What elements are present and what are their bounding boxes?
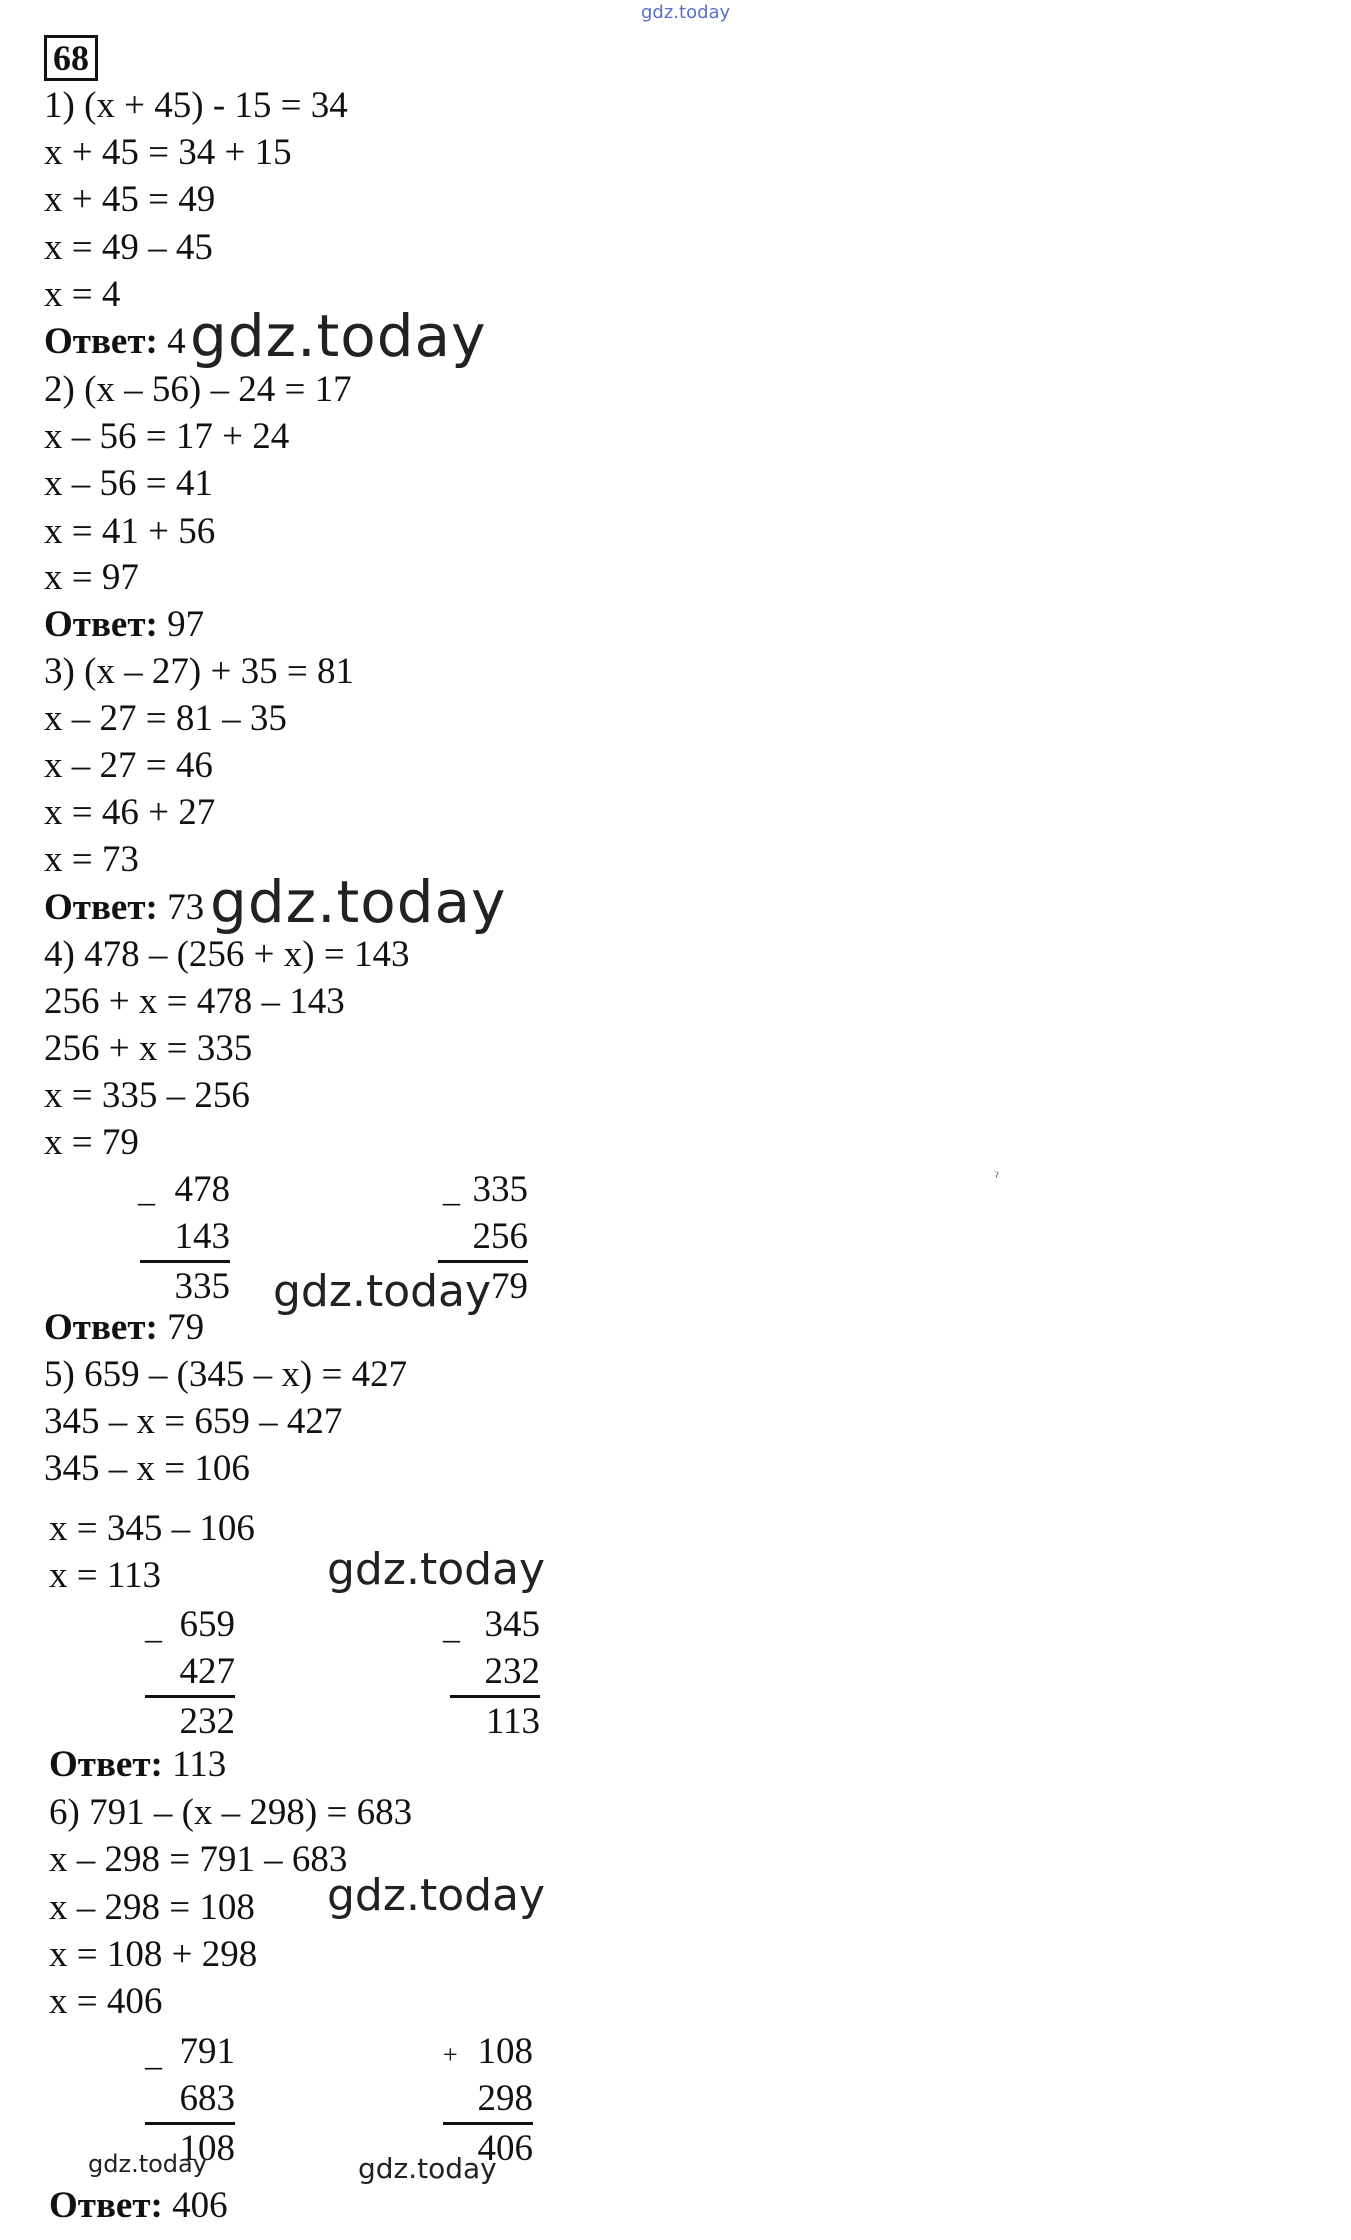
column-operator: _ [145,1609,162,1646]
column-subtrahend: 256 [438,1213,528,1263]
problem-6-step-2: x – 298 = 791 – 683 [49,1839,348,1880]
problem-4-column-1 [140,1166,230,1310]
answer-value: 73 [167,887,205,928]
column-subtrahend: 232 [450,1648,540,1698]
problem-3-step-4: x = 46 + 27 [44,792,216,833]
problem-4-step-3: 256 + x = 335 [44,1028,253,1069]
column-result: 232 [179,1701,235,1742]
problem-5-step-3: 345 – x = 106 [44,1448,250,1489]
problem-3-step-5: x = 73 [44,839,139,880]
task-number: 68 [44,35,98,81]
problem-1-answer [44,320,186,364]
problem-5-step-4: x = 345 – 106 [49,1508,255,1549]
header-site-watermark: gdz.today [641,2,731,23]
column-operator: _ [443,1609,460,1646]
problem-4-step-5: x = 79 [44,1122,139,1163]
problem-3-step-3: x – 27 = 46 [44,745,213,786]
column-operator: _ [138,1172,155,1209]
answer-value: 406 [172,2185,228,2226]
column-subtrahend: 683 [145,2075,235,2125]
problem-3-step-1: 3) (x – 27) + 35 = 81 [44,651,354,692]
problem-2-step-3: x – 56 = 41 [44,463,213,504]
column-minuend: 335 [472,1169,528,1210]
answer-value: 97 [167,604,205,645]
problem-2-answer [44,603,204,647]
column-subtrahend: 143 [140,1213,230,1263]
problem-5-column-2 [450,1601,540,1745]
problem-1-step-4: x = 49 – 45 [44,227,213,268]
problem-6-step-4: x = 108 + 298 [49,1934,258,1975]
column-result: 113 [485,1701,540,1742]
column-addend-1: 108 [477,2031,533,2072]
answer-label: Ответ: [49,2185,163,2226]
column-subtrahend: 427 [145,1648,235,1698]
problem-2-step-5: x = 97 [44,557,139,598]
column-result: 335 [174,1266,230,1307]
column-result: 79 [491,1266,528,1307]
problem-2-step-2: x – 56 = 17 + 24 [44,416,290,457]
problem-1-step-2: x + 45 = 34 + 15 [44,132,292,173]
problem-5-step-5: x = 113 [49,1555,161,1596]
problem-1-step-1: 1) (x + 45) - 15 = 34 [44,85,348,126]
watermark: gdz.today [210,868,507,936]
stray-mark: ˀ [995,1170,999,1185]
answer-label: Ответ: [44,604,158,645]
problem-6-step-5: x = 406 [49,1981,163,2022]
column-result: 406 [477,2128,533,2169]
problem-6-step-3: x – 298 = 108 [49,1887,255,1928]
problem-6-answer [49,2184,228,2228]
column-result: 108 [179,2128,235,2169]
column-minuend: 478 [174,1169,230,1210]
problem-4-step-1: 4) 478 – (256 + x) = 143 [44,934,410,975]
column-minuend: 345 [484,1604,540,1645]
watermark: gdz.today [190,302,487,370]
answer-label: Ответ: [49,1744,163,1785]
problem-5-step-1: 5) 659 – (345 – x) = 427 [44,1354,408,1395]
problem-4-step-2: 256 + x = 478 – 143 [44,981,345,1022]
problem-6-column-2 [443,2028,533,2172]
answer-label: Ответ: [44,321,158,362]
problem-6-step-1: 6) 791 – (x – 298) = 683 [49,1792,413,1833]
answer-value: 113 [172,1744,227,1785]
watermark: gdz.today [327,1544,546,1595]
answer-label: Ответ: [44,887,158,928]
column-addend-2: 298 [443,2075,533,2125]
problem-1-step-3: x + 45 = 49 [44,179,216,220]
watermark: gdz.today [327,1870,546,1921]
answer-label: Ответ: [44,1307,158,1348]
answer-value: 4 [167,321,186,362]
column-operator: + [443,2040,458,2069]
watermark: gdz.today [358,2152,497,2185]
watermark: gdz.today [88,2150,207,2178]
problem-4-step-4: x = 335 – 256 [44,1075,250,1116]
problem-5-column-1 [145,1601,235,1745]
column-operator: _ [145,2036,162,2073]
column-operator: _ [443,1172,460,1209]
problem-2-step-4: x = 41 + 56 [44,511,216,552]
problem-2-step-1: 2) (x – 56) – 24 = 17 [44,369,352,410]
problem-3-answer [44,886,204,930]
column-minuend: 659 [179,1604,235,1645]
problem-5-step-2: 345 – x = 659 – 427 [44,1401,343,1442]
problem-1-step-5: x = 4 [44,274,121,315]
problem-3-step-2: x – 27 = 81 – 35 [44,698,287,739]
answer-value: 79 [167,1307,205,1348]
column-minuend: 791 [179,2031,235,2072]
problem-5-answer [49,1743,226,1787]
problem-4-answer [44,1306,204,1350]
watermark: gdz.today [273,1266,492,1317]
